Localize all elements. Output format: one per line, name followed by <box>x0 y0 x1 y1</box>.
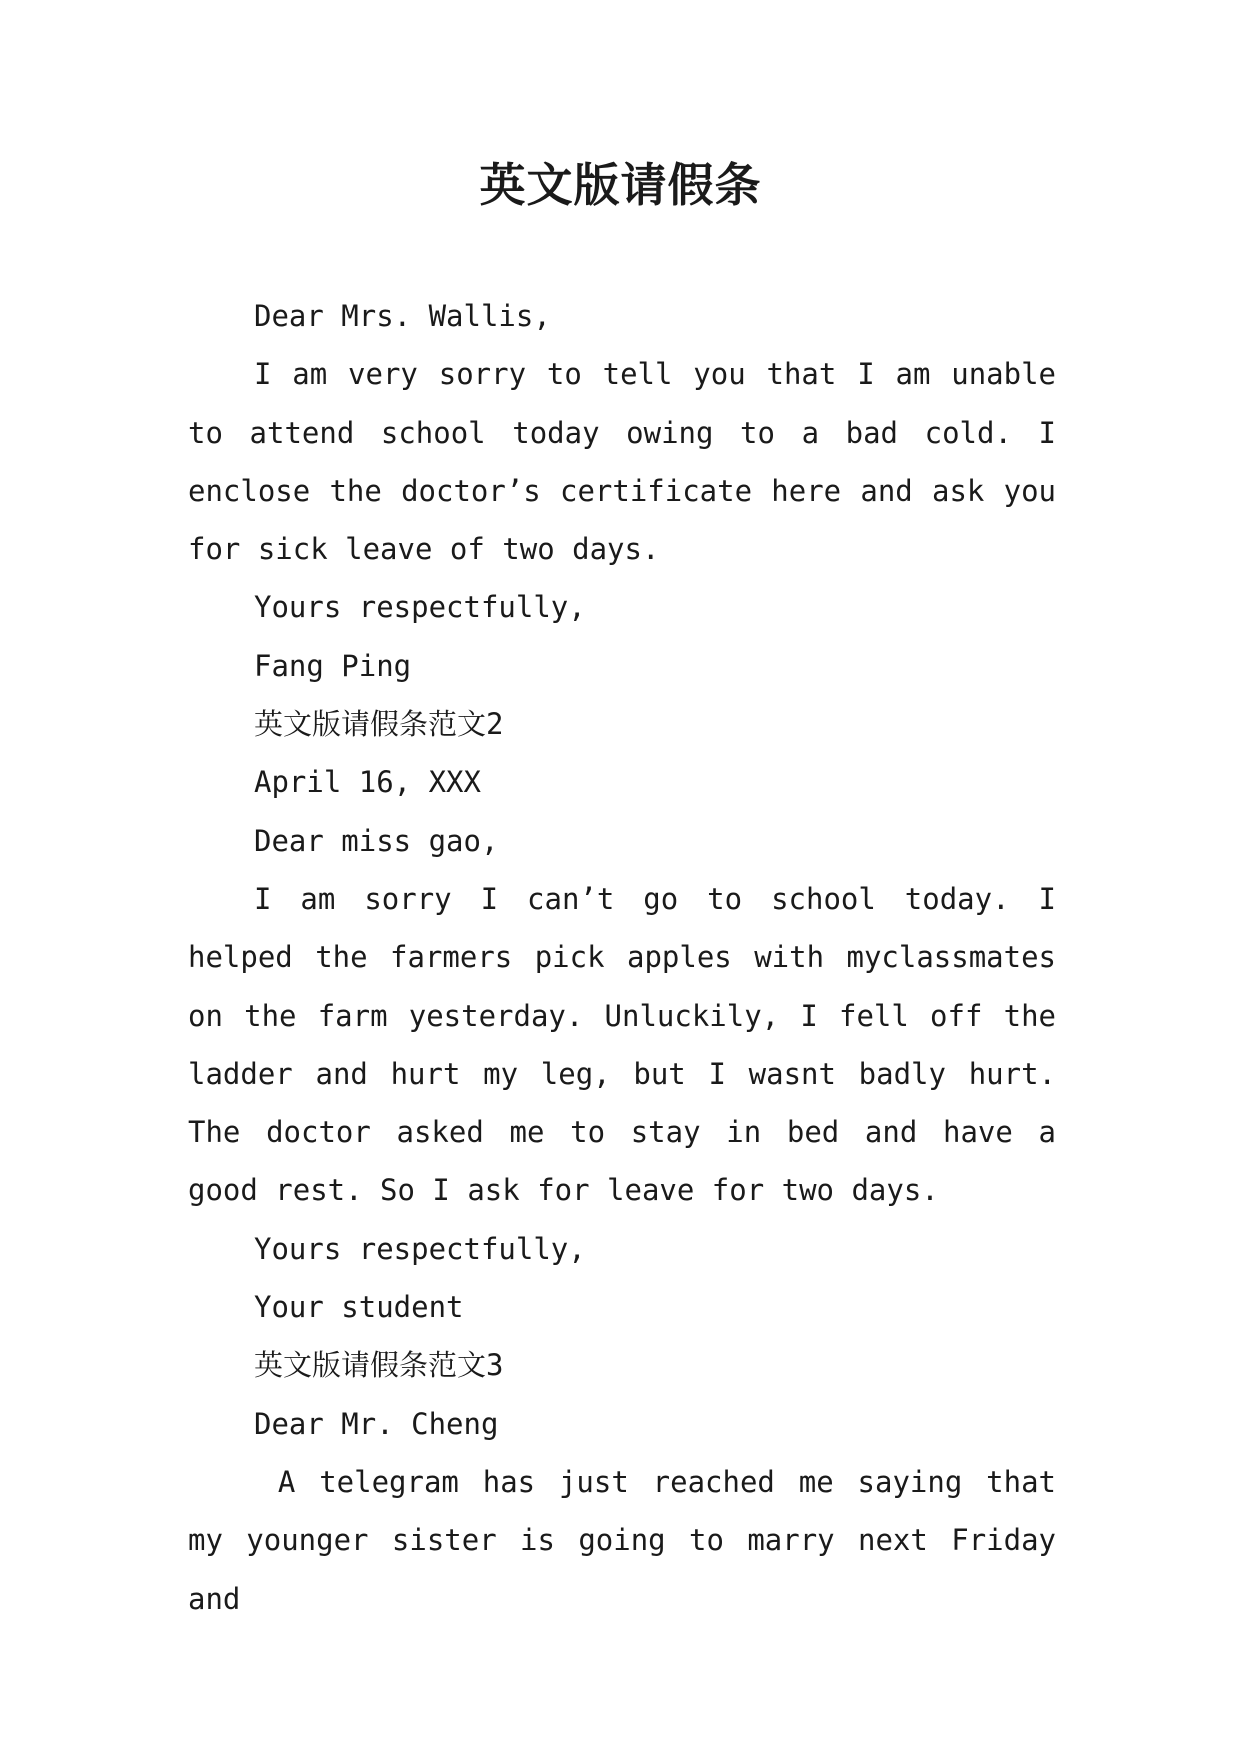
salutation: Dear miss gao, <box>254 823 499 858</box>
section-heading: 英文版请假条范文3 <box>254 1348 504 1383</box>
signature: Fang Ping <box>254 648 412 683</box>
section-heading: 英文版请假条范文2 <box>254 707 504 742</box>
closing: Yours respectfully, <box>254 590 586 625</box>
signature: Your student <box>254 1290 464 1325</box>
body-paragraph: A telegram has just reached me saying that my younger sister is going to marry next Friday and <box>188 1464 1074 1616</box>
document-title: 英文版请假条 <box>479 158 762 212</box>
document-body <box>188 287 1074 1628</box>
closing: Yours respectfully, <box>254 1231 586 1266</box>
body-paragraph: I am sorry I can’t go to school today. I helped the farmers pick apples with myclassmates on the farm yesterday. Unluckily, I fell off the ladder and hurt my leg, but I wasnt badly hurt. The doctor asked me to stay in bed and have a good rest. So I ask for leave for two days. <box>188 881 1056 1208</box>
salutation: Dear Mr. Cheng <box>254 1406 499 1441</box>
body-paragraph: I am very sorry to tell you that I am unable to attend school today owing to a bad cold. I enclose the doctor’s certificate here and ask you for sick leave of two days. <box>188 357 1056 567</box>
salutation: Dear Mrs. Wallis, <box>254 299 551 333</box>
date-line: April 16, XXX <box>254 765 481 800</box>
